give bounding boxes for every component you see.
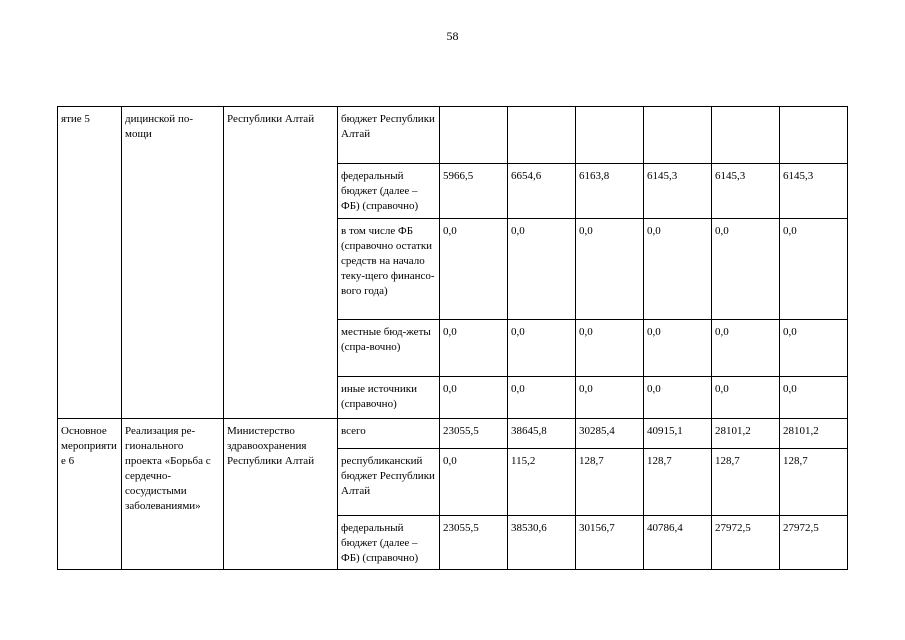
value-cell [440, 107, 508, 164]
value-cell: 0,0 [508, 320, 576, 377]
value-cell: 38530,6 [508, 516, 576, 570]
value-cell: 128,7 [644, 449, 712, 516]
event-name-cell: Реализация ре-гионального проекта «Борьба с сердечно-сосудистыми заболеваниями» [122, 419, 224, 570]
value-cell [508, 107, 576, 164]
value-cell: 128,7 [712, 449, 780, 516]
table-row [58, 419, 848, 449]
value-cell: 0,0 [576, 377, 644, 419]
value-cell: 6654,6 [508, 164, 576, 219]
value-cell [780, 107, 848, 164]
executor-cell: Республики Алтай [224, 107, 338, 419]
value-cell: 23055,5 [440, 516, 508, 570]
value-cell: 0,0 [780, 320, 848, 377]
source-cell: всего [338, 419, 440, 449]
value-cell: 6145,3 [644, 164, 712, 219]
value-cell: 0,0 [780, 219, 848, 320]
value-cell: 0,0 [712, 377, 780, 419]
source-cell: бюджет Республики Алтай [338, 107, 440, 164]
value-cell [644, 107, 712, 164]
value-cell: 0,0 [440, 320, 508, 377]
value-cell: 0,0 [712, 219, 780, 320]
value-cell [712, 107, 780, 164]
event-number-cell: Основное мероприятие 6 [58, 419, 122, 570]
value-cell: 0,0 [576, 320, 644, 377]
value-cell: 0,0 [712, 320, 780, 377]
table-row [58, 107, 848, 164]
value-cell: 30285,4 [576, 419, 644, 449]
value-cell: 28101,2 [712, 419, 780, 449]
value-cell: 6163,8 [576, 164, 644, 219]
executor-cell: Министерство здравоохранения Республики Алтай [224, 419, 338, 570]
source-cell: иные источники (справочно) [338, 377, 440, 419]
value-cell: 128,7 [780, 449, 848, 516]
budget-table [57, 106, 848, 570]
value-cell: 0,0 [576, 219, 644, 320]
value-cell: 23055,5 [440, 419, 508, 449]
value-cell: 0,0 [440, 377, 508, 419]
value-cell: 0,0 [644, 377, 712, 419]
value-cell: 115,2 [508, 449, 576, 516]
value-cell: 5966,5 [440, 164, 508, 219]
value-cell: 0,0 [440, 219, 508, 320]
value-cell: 27972,5 [780, 516, 848, 570]
value-cell: 28101,2 [780, 419, 848, 449]
value-cell: 27972,5 [712, 516, 780, 570]
source-cell: федеральный бюджет (далее – ФБ) (справочно) [338, 164, 440, 219]
value-cell [576, 107, 644, 164]
value-cell: 6145,3 [712, 164, 780, 219]
value-cell: 0,0 [508, 219, 576, 320]
value-cell: 0,0 [780, 377, 848, 419]
source-cell: федеральный бюджет (далее – ФБ) (справочно) [338, 516, 440, 570]
source-cell: республиканский бюджет Республики Алтай [338, 449, 440, 516]
value-cell: 40915,1 [644, 419, 712, 449]
event-number-cell: ятие 5 [58, 107, 122, 419]
source-cell: местные бюд-жеты (спра-вочно) [338, 320, 440, 377]
value-cell: 0,0 [644, 219, 712, 320]
value-cell: 40786,4 [644, 516, 712, 570]
value-cell: 0,0 [508, 377, 576, 419]
value-cell: 128,7 [576, 449, 644, 516]
value-cell: 0,0 [440, 449, 508, 516]
value-cell: 0,0 [644, 320, 712, 377]
event-name-cell: дицинской по- мощи [122, 107, 224, 419]
value-cell: 6145,3 [780, 164, 848, 219]
page-number: 58 [446, 29, 459, 43]
value-cell: 38645,8 [508, 419, 576, 449]
value-cell: 30156,7 [576, 516, 644, 570]
source-cell: в том числе ФБ (справочно остатки средств на начало теку-щего финансо-вого года) [338, 219, 440, 320]
